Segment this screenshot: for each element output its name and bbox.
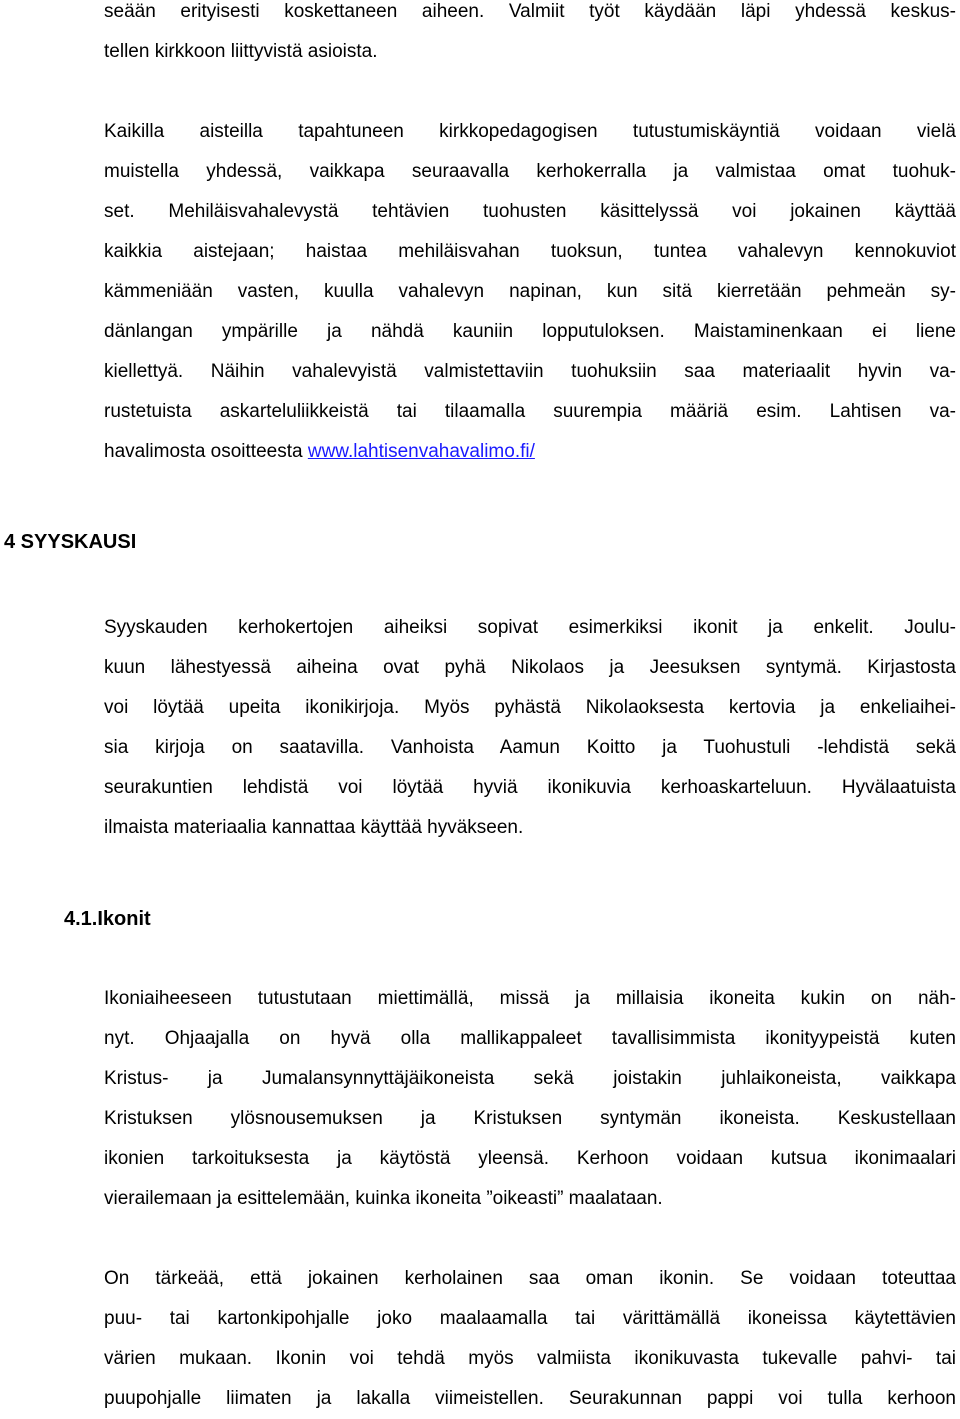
text-line: kiellettyä. Näihin vahalevyistä valmistettaviin tuohuksiin saa materiaalit hyvin va- (104, 361, 956, 382)
text-line: ilmaista materiaalia kannattaa käyttää hyväkseen. (104, 817, 524, 838)
link-prefix-text: havalimosta osoitteesta (104, 441, 308, 462)
text-line: kämmeniään vasten, kuulla vahalevyn napinan, kun sitä kierretään pehmeän sy- (104, 281, 956, 302)
text-line: On tärkeää, että jokainen kerholainen saa oman ikonin. Se voidaan toteuttaa (104, 1268, 956, 1289)
text-line: kaikkia aistejaan; haistaa mehiläisvahan tuoksun, tuntea vahalevyn kennokuviot (104, 241, 956, 262)
paragraph-2 (104, 112, 956, 472)
text-line: seään erityisesti koskettaneen aiheen. Valmiit työt käydään läpi yhdessä keskus- (104, 1, 956, 22)
text-line: dänlangan ympärille ja nähdä kauniin lopputuloksen. Maistaminenkaan ei liene (104, 321, 956, 342)
text-line: nyt. Ohjaajalla on hyvä olla mallikappaleet tavallisimmista ikonityypeistä kuten (104, 1028, 956, 1049)
text-line: puu- tai kartonkipohjalle joko maalaamalla tai värittämällä ikoneissa käytettävien (104, 1308, 956, 1329)
text-line: puupohjalle liimaten ja lakalla viimeistellen. Seurakunnan pappi voi tulla kerhoon (104, 1388, 956, 1409)
text-line: rustetuista askarteluliikkeistä tai tilaamalla suurempia määriä esim. Lahtisen va- (104, 401, 956, 422)
text-line: ikonien tarkoituksesta ja käytöstä yleensä. Kerhoon voidaan kutsua ikonimaalari (104, 1148, 956, 1169)
section-heading-4: 4 SYYSKAUSI (4, 531, 137, 553)
text-line: vierailemaan ja esittelemään, kuinka ikoneita ”oikeasti” maalataan. (104, 1188, 663, 1209)
text-line: muistella yhdessä, vaikkapa seuraavalla kerhokerralla ja valmistaa omat tuohuk- (104, 161, 956, 182)
paragraph-5 (104, 1259, 956, 1419)
text-line: Ikoniaiheeseen tutustutaan miettimällä, missä ja millaisia ikoneita kukin on näh- (104, 988, 956, 1009)
text-line: Syyskauden kerhokertojen aiheiksi sopivat esimerkiksi ikonit ja enkelit. Joulu- (104, 617, 956, 638)
subsection-heading-4-1: 4.1.Ikonit (64, 908, 151, 930)
vahavalimo-link[interactable]: www.lahtisenvahavalimo.fi/ (307, 441, 535, 462)
text-line: kuun lähestyessä aiheina ovat pyhä Nikolaos ja Jeesuksen syntymä. Kirjastosta (104, 657, 956, 678)
text-line: värien mukaan. Ikonin voi tehdä myös valmiista ikonikuvasta tukevalle pahvi- tai (104, 1348, 956, 1369)
text-line: set. Mehiläisvahalevystä tehtävien tuohusten käsittelyssä voi jokainen käyttää (104, 201, 956, 222)
paragraph-3 (104, 608, 956, 848)
paragraph-4 (104, 979, 956, 1219)
text-line: tellen kirkkoon liittyvistä asioista. (104, 41, 378, 62)
text-line: Kristus- ja Jumalansynnyttäjäikoneista sekä joistakin juhlaikoneista, vaikkapa (104, 1068, 956, 1089)
text-line: voi löytää upeita ikonikirjoja. Myös pyhästä Nikolaoksesta kertovia ja enkeliaihei- (104, 697, 956, 718)
text-line: Kristuksen ylösnousemuksen ja Kristuksen syntymän ikoneista. Keskustellaan (104, 1108, 956, 1129)
paragraph-1 (104, 0, 956, 72)
text-line: seurakuntien lehdistä voi löytää hyviä ikonikuvia kerhoaskarteluun. Hyvälaatuista (104, 777, 956, 798)
text-line-with-link (104, 432, 956, 472)
text-line: sia kirjoja on saatavilla. Vanhoista Aamun Koitto ja Tuohustuli -lehdistä sekä (104, 737, 956, 758)
text-line: Kaikilla aisteilla tapahtuneen kirkkopedagogisen tutustumiskäyntiä voidaan vielä (104, 121, 956, 142)
